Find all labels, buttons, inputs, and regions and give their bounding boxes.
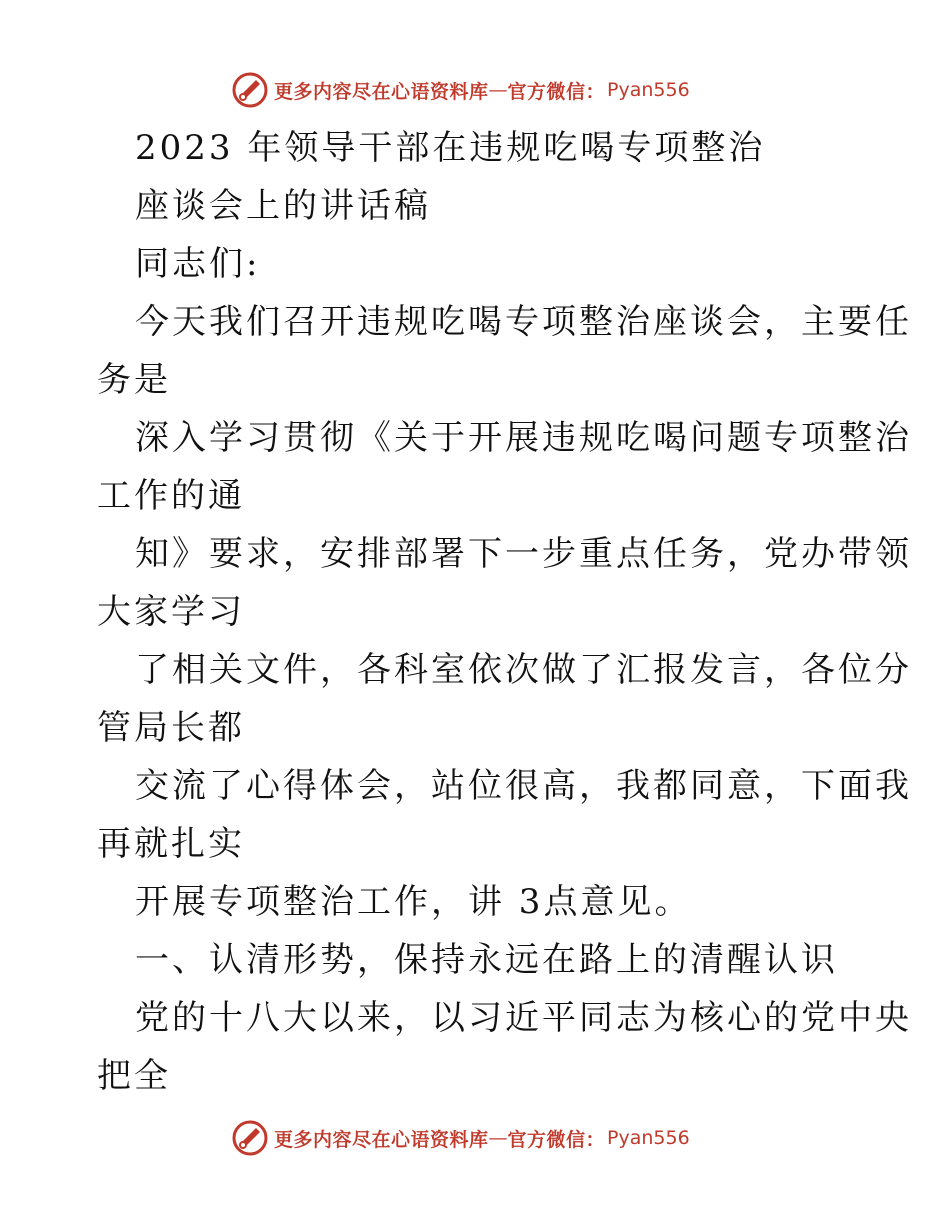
text-line: 再就扎实 bbox=[97, 824, 245, 864]
title-line-1: 2023 年领导干部在违规吃喝专项整治 bbox=[135, 128, 766, 168]
text-line: 交流了心得体会，站位很高，我都同意，下面我 bbox=[135, 766, 912, 806]
watermark-id: Pyan556 bbox=[607, 1127, 690, 1149]
watermark-separator: — bbox=[488, 1127, 508, 1149]
brand-logo-icon bbox=[230, 70, 270, 110]
section-heading: 一、认清形势，保持永远在路上的清醒认识 bbox=[135, 940, 838, 980]
brand-logo-icon bbox=[230, 1118, 270, 1158]
text-line: 开展专项整治工作，讲 3点意见。 bbox=[135, 882, 692, 922]
text-line: 深入学习贯彻《关于开展违规吃喝问题专项整治 bbox=[135, 418, 912, 458]
text-line: 工作的通 bbox=[97, 476, 245, 516]
watermark-text: 更多内容尽在心语资料库 bbox=[274, 80, 489, 103]
text-line: 大家学习 bbox=[97, 592, 245, 632]
text-line: 务是 bbox=[97, 360, 171, 400]
watermark-id: Pyan556 bbox=[607, 79, 690, 101]
text-line: 管局长都 bbox=[97, 708, 245, 748]
watermark-banner-bottom bbox=[230, 1118, 690, 1158]
title-line-2: 座谈会上的讲话稿 bbox=[135, 186, 431, 226]
watermark-text: 更多内容尽在心语资料库 bbox=[274, 1128, 489, 1151]
watermark-official-label: 官方微信： bbox=[507, 80, 606, 103]
watermark-official-label: 官方微信： bbox=[507, 1128, 606, 1151]
text-line: 知》要求，安排部署下一步重点任务，党办带领 bbox=[135, 534, 912, 574]
text-line: 了相关文件，各科室依次做了汇报发言，各位分 bbox=[135, 650, 912, 690]
text-line: 党的十八大以来，以习近平同志为核心的党中央 bbox=[135, 998, 912, 1038]
watermark-banner-top bbox=[230, 70, 690, 110]
text-line: 今天我们召开违规吃喝专项整治座谈会，主要任 bbox=[135, 302, 912, 342]
text-line: 把全 bbox=[97, 1056, 171, 1096]
salutation: 同志们: bbox=[135, 244, 261, 284]
watermark-separator: — bbox=[488, 79, 508, 101]
